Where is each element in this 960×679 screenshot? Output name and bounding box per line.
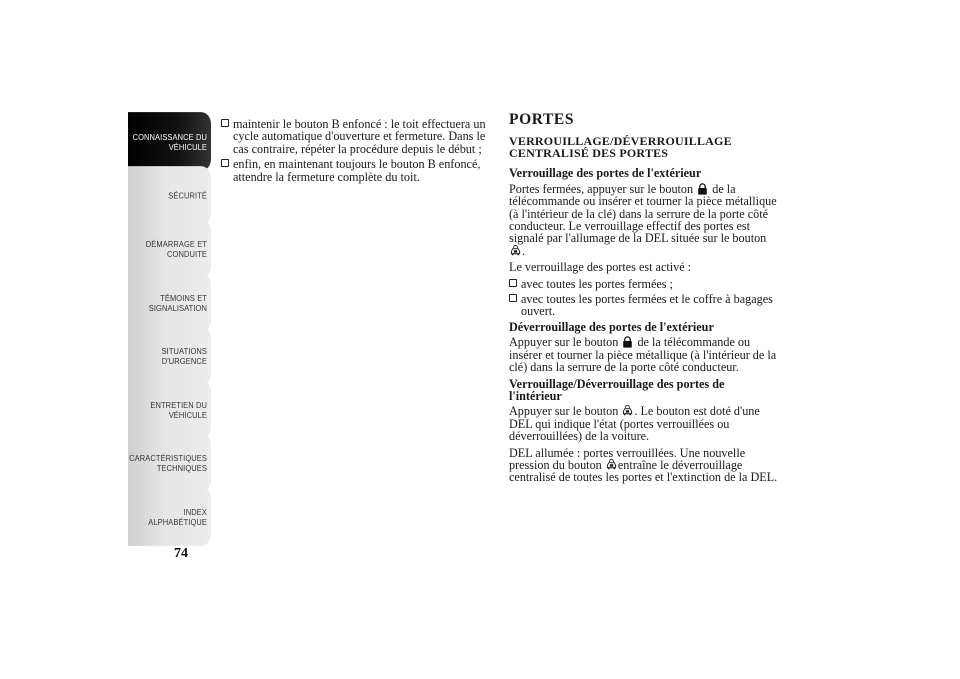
- list-item: [509, 278, 779, 290]
- list-item: [221, 118, 496, 155]
- ext-unlock-text-1: Appuyer sur le bouton: [509, 335, 619, 350]
- car-lock-icon: [510, 245, 521, 257]
- car-lock-icon: [606, 459, 617, 471]
- subsection-title: VERROUILLAGE/DÉVERROUILLAGE CENTRALISÉ DES PORTES: [509, 134, 732, 160]
- list-item-text: enfin, en maintenant toujours le bouton B enfoncé, attendre la fermeture complète du toit.: [233, 157, 481, 184]
- ext-unlock-heading: Déverrouillage des portes de l'extérieur: [509, 319, 714, 334]
- ext-lock-text-2: de la télécommande ou insérer et tourner la pièce métallique (à l'intérieur de la clé) dans la serrure de la porte côté conducteur. Le verrouillage effectif des portes est signalé par l'allumage de la DEL située sur le bouton: [509, 181, 777, 246]
- tab-situations-d-urgence[interactable]: SITUATIONS D'URGENCE: [128, 326, 211, 385]
- ext-lock-paragraph: [509, 183, 779, 257]
- chapter-tabs: [128, 116, 211, 544]
- list-item: [221, 158, 496, 183]
- ext-lock-text-1: Portes fermées, appuyer sur le bouton: [509, 181, 694, 196]
- car-lock-icon: [622, 405, 633, 417]
- int-lock-text-1: Appuyer sur le bouton: [509, 404, 619, 419]
- int-lock-text-2: . Le bouton est doté d'une DEL qui indique l'état (portes verrouillées ou déverrouillées) de la voiture.: [509, 404, 760, 444]
- padlock-icon: [622, 336, 633, 348]
- checkbox-bullet-icon: [221, 159, 229, 167]
- checkbox-bullet-icon: [509, 294, 517, 302]
- tab-entretien-du-vehicule[interactable]: ENTRETIEN DU VÉHICULE: [128, 380, 211, 439]
- padlock-icon: [697, 183, 708, 195]
- list-item-text: avec toutes les portes fermées et le coffre à bagages ouvert.: [521, 292, 773, 319]
- tab-demarrage-et-conduite[interactable]: DÉMARRAGE ET CONDUITE: [128, 219, 211, 278]
- page-number: 74: [174, 546, 188, 561]
- int-lock-led-paragraph: [509, 447, 779, 484]
- tab-temoins-et-signalisation[interactable]: TÉMOINS ET SIGNALISATION: [128, 273, 211, 332]
- lock-activated-text: Le verrouillage des portes est activé :: [509, 260, 692, 275]
- list-item-text: avec toutes les portes fermées ;: [521, 276, 673, 291]
- int-lock-heading: Verrouillage/Déverrouillage des portes de l'intérieur: [509, 376, 725, 403]
- ext-unlock-text-2: de la télécommande ou insérer et tourner la pièce métallique (à l'intérieur de la clé) dans la serrure de la porte côté conducteur.: [509, 335, 777, 375]
- ext-lock-heading: Verrouillage des portes de l'extérieur: [509, 166, 702, 181]
- tab-securite[interactable]: SÉCURITÉ: [128, 166, 211, 225]
- tab-index-alphabetique[interactable]: INDEX ALPHABÉTIQUE: [128, 487, 211, 546]
- ext-lock-text-3: .: [522, 243, 526, 258]
- right-column: [509, 111, 779, 488]
- list-item: [509, 293, 779, 318]
- section-title: PORTES: [509, 111, 575, 128]
- left-column: [221, 118, 496, 186]
- tab-connaissance-du-vehicule[interactable]: CONNAISSANCE DU VÉHICULE: [128, 112, 211, 171]
- tab-caracteristiques-techniques[interactable]: CARACTÉRISTIQUES TECHNIQUES: [128, 433, 211, 492]
- checkbox-bullet-icon: [509, 279, 517, 287]
- checkbox-bullet-icon: [221, 119, 229, 127]
- int-lock-text-3: DEL allumée : portes verrouillées. Une nouvelle pression du bouton: [509, 445, 746, 472]
- int-lock-text-4: entraîne le déverrouillage centralisé de toutes les portes et l'extinction de la DEL.: [509, 457, 778, 485]
- int-lock-paragraph: [509, 405, 779, 442]
- list-item-text: maintenir le bouton B enfoncé : le toit effectuera un cycle automatique d'ouverture et fermeture. Dans le cas contraire, répéter la procédure depuis le début ;: [233, 117, 486, 156]
- ext-unlock-paragraph: [509, 336, 779, 373]
